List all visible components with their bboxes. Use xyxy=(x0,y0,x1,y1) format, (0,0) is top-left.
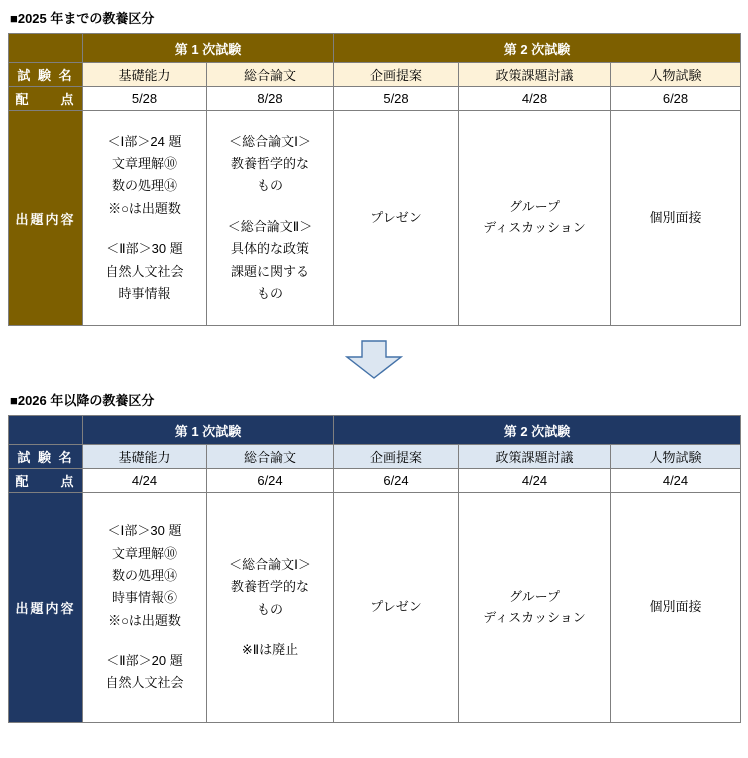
exam-name-basic-ability-1: 基礎能力 xyxy=(83,63,207,87)
content-comprehensive-essay-2 xyxy=(207,493,334,723)
content-basic-ability-1 xyxy=(83,111,207,326)
table-row xyxy=(9,111,741,326)
content-line: ※○は出題数 xyxy=(108,612,181,628)
section-title-2026: ■2026 年以降の教養区分 xyxy=(10,393,155,408)
content-line: ※Ⅱは廃止 xyxy=(241,641,299,657)
content-line: 課題に関する xyxy=(230,263,309,279)
group-header-first-exam-2: 第 1 次試験 xyxy=(83,416,334,445)
points-policy-discussion-1: 4/28 xyxy=(459,87,611,111)
table-row xyxy=(9,87,741,111)
group-header-second-exam-1: 第 2 次試験 xyxy=(334,34,741,63)
content-line: 時事情報 xyxy=(118,285,171,301)
exam-name-comprehensive-essay-2: 総合論文 xyxy=(207,445,334,469)
content-line: ＜Ⅰ部＞30 題 xyxy=(107,523,182,539)
row-label-exam-name-2: 試 験 名 xyxy=(9,445,83,469)
content-line: 文章理解⑩ xyxy=(111,545,177,561)
exam-name-comprehensive-essay-1: 総合論文 xyxy=(207,63,334,87)
content-line: 数の処理⑭ xyxy=(111,567,177,583)
points-interview-2: 4/24 xyxy=(611,469,741,493)
content-interview-2: 個別面接 xyxy=(611,493,741,723)
exam-name-proposal-1: 企画提案 xyxy=(334,63,459,87)
table-row xyxy=(9,34,741,63)
content-line: ＜Ⅰ部＞24 題 xyxy=(107,133,182,149)
row-label-points-1: 配 点 xyxy=(9,87,83,111)
exam-name-policy-discussion-1: 政策課題討議 xyxy=(459,63,611,87)
corner-cell-1 xyxy=(9,34,83,63)
points-basic-ability-1: 5/28 xyxy=(83,87,207,111)
content-basic-ability-2 xyxy=(83,493,207,723)
content-line: 自然人文社会 xyxy=(105,675,184,691)
content-line: ＜総合論文Ⅰ＞ xyxy=(229,133,311,149)
points-comprehensive-essay-2: 6/24 xyxy=(207,469,334,493)
content-line: ＜Ⅱ部＞30 題 xyxy=(106,241,183,257)
row-label-exam-name-1: 試 験 名 xyxy=(9,63,83,87)
exam-name-proposal-2: 企画提案 xyxy=(334,445,459,469)
content-spacer xyxy=(210,621,330,639)
content-policy-discussion-1 xyxy=(459,111,611,326)
content-line: もの xyxy=(256,601,283,617)
content-comprehensive-essay-1 xyxy=(207,111,334,326)
content-spacer xyxy=(86,632,203,650)
content-line: 教養哲学的な xyxy=(230,579,309,595)
exam-table-2025 xyxy=(8,33,741,326)
row-label-content-2: 出題内容 xyxy=(9,493,83,723)
content-interview-1: 個別面接 xyxy=(611,111,741,326)
transition-arrow-container xyxy=(8,340,740,380)
points-comprehensive-essay-1: 8/28 xyxy=(207,87,334,111)
exam-name-policy-discussion-2: 政策課題討議 xyxy=(459,445,611,469)
content-line: ディスカッション xyxy=(483,220,586,235)
content-proposal-1: プレゼン xyxy=(334,111,459,326)
content-line: グループ xyxy=(509,199,560,215)
content-line: 自然人文社会 xyxy=(105,263,184,279)
corner-cell-2 xyxy=(9,416,83,445)
exam-table-2026 xyxy=(8,415,741,723)
table-row xyxy=(9,416,741,445)
points-proposal-1: 5/28 xyxy=(334,87,459,111)
row-label-points-2: 配 点 xyxy=(9,469,83,493)
content-line: ＜総合論文Ⅱ＞ xyxy=(227,218,313,234)
content-line: 教養哲学的な xyxy=(230,156,309,172)
row-label-content-1: 出題内容 xyxy=(9,111,83,326)
content-proposal-2: プレゼン xyxy=(334,493,459,723)
group-header-second-exam-2: 第 2 次試験 xyxy=(334,416,741,445)
table-row xyxy=(9,469,741,493)
content-line: 文章理解⑩ xyxy=(111,156,177,172)
content-line: ディスカッション xyxy=(483,609,586,625)
content-line: もの xyxy=(256,285,283,301)
content-line: ＜総合論文Ⅰ＞ xyxy=(229,556,311,572)
exam-name-interview-1: 人物試験 xyxy=(611,63,741,87)
content-line: 時事情報⑥ xyxy=(111,590,177,606)
down-arrow-icon xyxy=(345,340,403,385)
section-title-2025: ■2025 年までの教養区分 xyxy=(10,11,155,26)
content-spacer xyxy=(86,220,203,238)
exam-name-interview-2: 人物試験 xyxy=(611,445,741,469)
points-proposal-2: 6/24 xyxy=(334,469,459,493)
exam-name-basic-ability-2: 基礎能力 xyxy=(83,445,207,469)
points-policy-discussion-2: 4/24 xyxy=(459,469,611,493)
content-line: ※○は出題数 xyxy=(108,200,181,216)
table-row xyxy=(9,493,741,723)
content-spacer xyxy=(210,198,330,216)
table-row xyxy=(9,445,741,469)
table-row xyxy=(9,63,741,87)
content-line: もの xyxy=(256,178,283,194)
points-basic-ability-2: 4/24 xyxy=(83,469,207,493)
content-policy-discussion-2 xyxy=(459,493,611,723)
group-header-first-exam-1: 第 1 次試験 xyxy=(83,34,334,63)
content-line: 具体的な政策 xyxy=(230,241,309,257)
content-line: ＜Ⅱ部＞20 題 xyxy=(106,653,183,669)
content-line: 数の処理⑭ xyxy=(111,178,177,194)
points-interview-1: 6/28 xyxy=(611,87,741,111)
content-line: グループ xyxy=(509,588,560,604)
